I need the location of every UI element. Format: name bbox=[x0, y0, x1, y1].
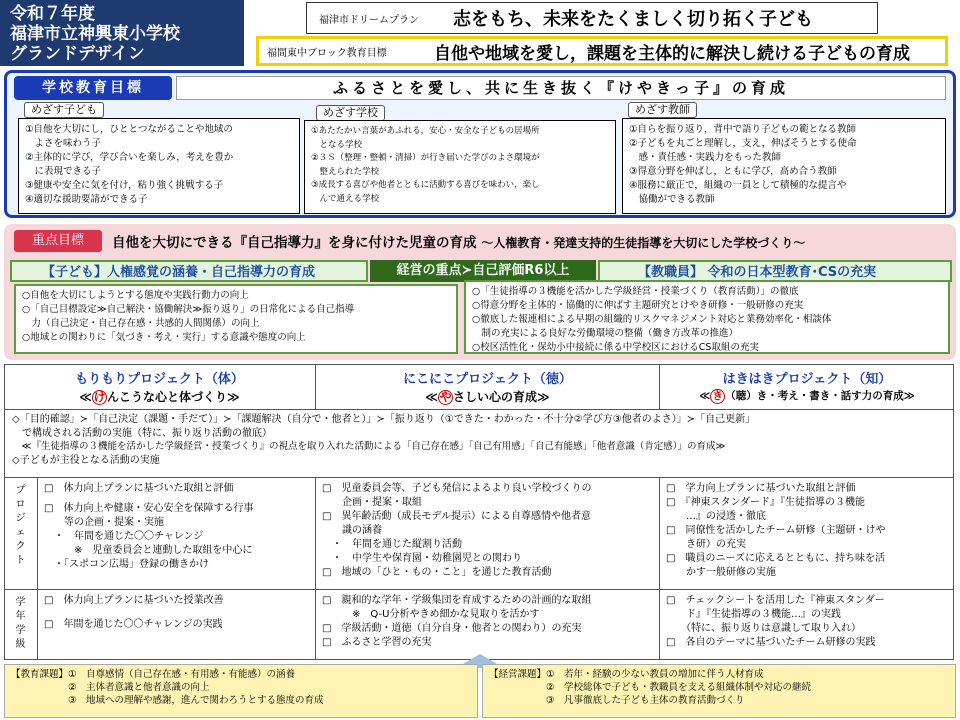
activity-description bbox=[4, 410, 954, 478]
block-text: 自他や地域を愛し，課題を主体的に解決し続ける子どもの育成 bbox=[434, 43, 910, 64]
school-goal-line: ③成長する喜びや他者とともに活動する喜びを味わい，楽し bbox=[311, 180, 540, 190]
cell-line: □ 異年齢活動（成長モデル提示）による自尊感情や他者意 bbox=[322, 511, 591, 522]
staff-priority-line: ○校区活性化・保幼小中接続に係る中学校区におけるCS取組の充実 bbox=[472, 342, 759, 353]
staff-priority-line: ○「生徒指導の３機能を活かした学級経営・授業づくり（教育活動）」の徹底 bbox=[472, 286, 799, 297]
teacher-goal-line: 協働ができる教師 bbox=[629, 194, 715, 205]
issue-line: ② 主体者意識と他者意識の向上 bbox=[11, 682, 210, 693]
cell-line: ※ Q-U分析やきめ細かな見取りを活かす bbox=[322, 609, 540, 620]
row-label-char: 年 bbox=[15, 611, 26, 622]
cell-line: □ 同僚性を活かしたチーム研修（主題研・けや bbox=[666, 525, 886, 536]
cell-line: □ チェックシートを活用した『神東スタンダー bbox=[666, 595, 885, 606]
project-subtitle bbox=[316, 388, 659, 405]
staff-priority-line: ○得意分野を主体的・協働的に伸ばす主題研究とけやき研修・一般研修の充実 bbox=[472, 300, 804, 311]
school-goal-tag: めざす学校 bbox=[316, 105, 385, 121]
school-goal-line: 整えられた学校 bbox=[311, 166, 380, 177]
management-priority: 経営の重点≻自己評価R6以上 bbox=[370, 260, 596, 282]
dream-text: 志をもち、未来をたくましく切り拓く子ども bbox=[453, 9, 813, 30]
teacher-goal-box bbox=[622, 118, 946, 214]
management-issues bbox=[482, 664, 956, 718]
dream-label: 福津市ドリームプラン bbox=[319, 14, 419, 26]
cell-line: き研）の充実 bbox=[666, 539, 746, 550]
cell-line: ・ 中学生や保育園・幼稚園児との関わり bbox=[322, 553, 522, 564]
teacher-goal-tag: めざす教師 bbox=[628, 102, 697, 118]
row-label-char: ト bbox=[15, 555, 26, 566]
project-subtitle-text: （聴）き・考え・書き・話す力の育成≫ bbox=[725, 390, 915, 402]
cell-line: □ 体力向上プランに基づいた取組と評価 bbox=[44, 483, 234, 494]
title-school: 福津市立神興東小学校 bbox=[10, 24, 180, 44]
staff-priority-heading: 【教職員】 令和の日本型教育･CSの充実 bbox=[598, 260, 952, 282]
child-goal-box bbox=[18, 118, 300, 214]
teacher-goal-line: ②子どもを丸ごと理解し，支え，伸ばそうとする使命 bbox=[629, 138, 857, 149]
cell-line: ・ 年間を通じた縦割り活動 bbox=[322, 539, 462, 550]
priority-goal bbox=[112, 231, 805, 251]
school-goal-line: ②３Ｓ（整理・整頓・清掃）が行き届いた学びのよさ環境が bbox=[311, 153, 540, 163]
project-header-knowledge bbox=[660, 364, 954, 410]
child-priority-line: ○「自己目標設定≫自己解決・協働解決≫振り返り」の日常化による自己指導 bbox=[22, 304, 355, 315]
row-label-char: 級 bbox=[15, 639, 26, 650]
row-label-char: ジ bbox=[15, 513, 26, 524]
school-title bbox=[0, 0, 244, 66]
cell-line: □ 学力向上プランに基づいた取組と評価 bbox=[666, 483, 856, 494]
project-title: にこにこプロジェクト（徳） bbox=[403, 372, 572, 387]
cell-line bbox=[44, 608, 309, 618]
cell-line: 等の企画・提案・実施 bbox=[44, 517, 164, 528]
cell-line: □ 体力向上や健康・安心安全を保障する行事 bbox=[44, 503, 254, 514]
child-goal-line: ④適切な援助要請ができる子 bbox=[25, 194, 148, 205]
staff-priority-box bbox=[464, 280, 950, 354]
issue-line: 【教育課題】① 自尊感情（自己存在感・有用感・有能感）の涵養 bbox=[11, 669, 296, 680]
class-cell-moral bbox=[316, 590, 660, 660]
school-goal-box bbox=[304, 120, 616, 214]
staff-priority-line: 制の充実による良好な労働環境の整備（働き方改革の推進） bbox=[472, 328, 739, 339]
child-priority-line: ○自他を大切にしようとする態度や実践行動力の向上 bbox=[22, 290, 249, 301]
project-cell-moral bbox=[316, 478, 660, 590]
child-priority-box bbox=[14, 284, 458, 354]
cell-line: …』の浸透・徹底 bbox=[666, 511, 766, 522]
row-label-char: プ bbox=[15, 485, 26, 496]
issue-line: ② 学校総体で子ども・教職員を支える組織体制や対応の継続 bbox=[489, 682, 812, 693]
school-goal-line: となる学校 bbox=[311, 139, 363, 150]
desc-line: ◇子どもが主役となる活動の実施 bbox=[12, 454, 160, 466]
cell-line: ・「スポコン広場」登録の働きかけ bbox=[44, 559, 209, 570]
cell-line: □ 体力向上プランに基づいた授業改善 bbox=[44, 595, 224, 606]
row-label-class bbox=[4, 590, 38, 660]
staff-priority-line: ○徹底した報連相による早期の組織的リスクマネジメント対応と業務効率化・相談体 bbox=[472, 314, 832, 325]
cell-line: □ 学級活動・道徳（自分自身・他者との関わり）の充実 bbox=[322, 623, 582, 634]
issue-line: ③ 凡事徹底した子ども主体の教育活動づくり bbox=[489, 695, 745, 706]
cell-line: □ 親和的な学年・学級集団を育成するための計画的な取組 bbox=[322, 595, 592, 606]
school-goal-line: ①あたたかい言葉があふれる，安心・安全な子どもの居場所 bbox=[311, 126, 540, 136]
cell-line: 識の涵養 bbox=[322, 525, 382, 536]
project-cell-physical bbox=[38, 478, 316, 590]
project-header-moral bbox=[316, 364, 660, 410]
title-year: 令和７年度 bbox=[10, 4, 95, 24]
project-subtitle-text: んこうな心と体づくり≫ bbox=[106, 390, 240, 404]
teacher-goal-line: ④服務に厳正で，組織の一員として積極的な提言や bbox=[629, 180, 847, 191]
row-label-project bbox=[4, 478, 38, 590]
cell-line: □ 職員のニーズに応えるとともに、持ち味を活 bbox=[666, 553, 885, 564]
bracket-open: ≪ bbox=[699, 390, 711, 402]
row-label-char: 学 bbox=[15, 597, 26, 608]
child-priority-heading: 【子ども】人権感覚の涵養・自己指導力の育成 bbox=[10, 260, 368, 282]
teacher-goal-line: ①自らを振り返り，背中で語り子どもの範となる教師 bbox=[629, 124, 857, 135]
cell-line: □ 『神東スタンダード』『生徒指導の３機能 bbox=[666, 497, 866, 508]
child-goal-line: ①自他を大切にし，ひととつながることや地域の bbox=[25, 124, 233, 135]
project-header-physical bbox=[4, 364, 316, 410]
desc-line: ◇「目的確認」≻「自己決定（課題・手だて）」≻「課題解決（自分で・他者と）」≻「振り返り（①できた・わかった・不十分②学び方③他者のよさ）」≻「自己更新」 bbox=[12, 414, 756, 425]
cell-line: □ 各自のテーマに基づいたチーム研修の実践 bbox=[666, 637, 876, 648]
cell-line: □ ふるさと学習の充実 bbox=[322, 637, 432, 648]
row-label-char: ク bbox=[15, 541, 26, 552]
issue-line: 【経営課題】① 若年・経験の少ない教員の増加に伴う人材育成 bbox=[489, 669, 764, 680]
school-goal-banner: ふるさとを愛し、共に生き抜く『けやきっ子』の育成 bbox=[176, 76, 946, 100]
child-priority-line: ○地域との関わりに「気づき・考え・実行」する意識や態度の向上 bbox=[22, 332, 306, 343]
bracket-open: ≪ bbox=[425, 390, 438, 404]
cell-line: ド』『生徒指導の３機能…』の実践 bbox=[666, 609, 841, 620]
circled-char: け bbox=[93, 390, 106, 404]
row-label-char: ロ bbox=[15, 499, 26, 510]
teacher-goal-line: ③得意分野を伸ばし，ともに学び，高め合う教師 bbox=[629, 166, 837, 177]
block-goal bbox=[256, 36, 948, 66]
project-cell-knowledge bbox=[660, 478, 954, 590]
project-subtitle bbox=[4, 388, 315, 405]
cell-line: ※ 児童委員会と連動した取組を中心に bbox=[44, 545, 253, 556]
circled-char: き bbox=[710, 389, 725, 404]
row-label-char: ェ bbox=[15, 527, 26, 538]
child-goal-line: ③健康や安全に気を付け，粘り強く挑戦する子 bbox=[25, 180, 224, 191]
cell-line: ・ 年間を通じた〇〇チャレンジ bbox=[44, 531, 204, 542]
teacher-goal-line: 感・責任感・実践力をもった教師 bbox=[629, 152, 782, 163]
project-subtitle-text: さしい心の育成≫ bbox=[452, 390, 550, 404]
education-issues bbox=[4, 664, 478, 718]
circled-char: や bbox=[439, 390, 452, 404]
class-cell-physical bbox=[38, 590, 316, 660]
cell-line: □ 児童委員会等、子ども発信によるより良い学校づくりの bbox=[322, 483, 592, 494]
priority-label: 重点目標 bbox=[14, 230, 102, 252]
child-goal-line: よさを味わう子 bbox=[25, 138, 102, 149]
dream-plan bbox=[306, 2, 878, 34]
desc-line: で構成される活動の実施（特に、振り返り活動の徹底） bbox=[12, 427, 272, 439]
project-subtitle bbox=[660, 388, 954, 404]
cell-line: かす一般研修の実施 bbox=[666, 567, 776, 578]
bracket-open: ≪ bbox=[79, 390, 92, 404]
desc-line: ≪『生徒指導の３機能を活かした学級経営・授業づくり』の視点を取り入れた活動による「自己存在感」「自己有用感」「自己有能感」「他者意識（肯定感）」の育成≫ bbox=[12, 441, 726, 452]
priority-goal-text: 自他を大切にできる『自己指導力』を身に付けた児童の育成 bbox=[112, 235, 477, 251]
class-cell-knowledge bbox=[660, 590, 954, 660]
project-title: もりもりプロジェクト（体） bbox=[75, 372, 244, 387]
cell-line: （特に、振り返りは意識して取り入れ） bbox=[666, 623, 861, 634]
cell-line: 企画・提案・取組 bbox=[322, 497, 422, 508]
project-title: はきはきプロジェクト（知） bbox=[722, 372, 892, 387]
cell-line: □ 地域の「ひと・もの・こと」を通じた教育活動 bbox=[322, 567, 552, 578]
child-goal-tag: めざす子ども bbox=[24, 102, 104, 118]
child-goal-line: に表現できる子 bbox=[25, 166, 102, 177]
priority-goal-sub: ～人権教育・発達支持的生徒指導を大切にした学校づくり～ bbox=[481, 236, 806, 250]
school-goal-line: んで通える学校 bbox=[311, 193, 380, 204]
block-label: 福間東中ブロック教育目標 bbox=[267, 47, 387, 59]
child-goal-line: ②主体的に学び，学び合いを楽しみ，考えを豊か bbox=[25, 152, 234, 163]
school-goal-label: 学校教育目標 bbox=[14, 76, 172, 100]
child-priority-line: 力（自己決定・自己存在感・共感的人間関係）の向上 bbox=[22, 318, 260, 329]
cell-line: □ 年間を通じた〇〇チャレンジの実践 bbox=[44, 619, 223, 630]
issue-line: ③ 地域への理解や感謝，進んで関わろうとする態度の育成 bbox=[11, 695, 324, 706]
title-design: グランドデザイン bbox=[10, 44, 145, 64]
row-label-char: 学 bbox=[15, 625, 26, 636]
